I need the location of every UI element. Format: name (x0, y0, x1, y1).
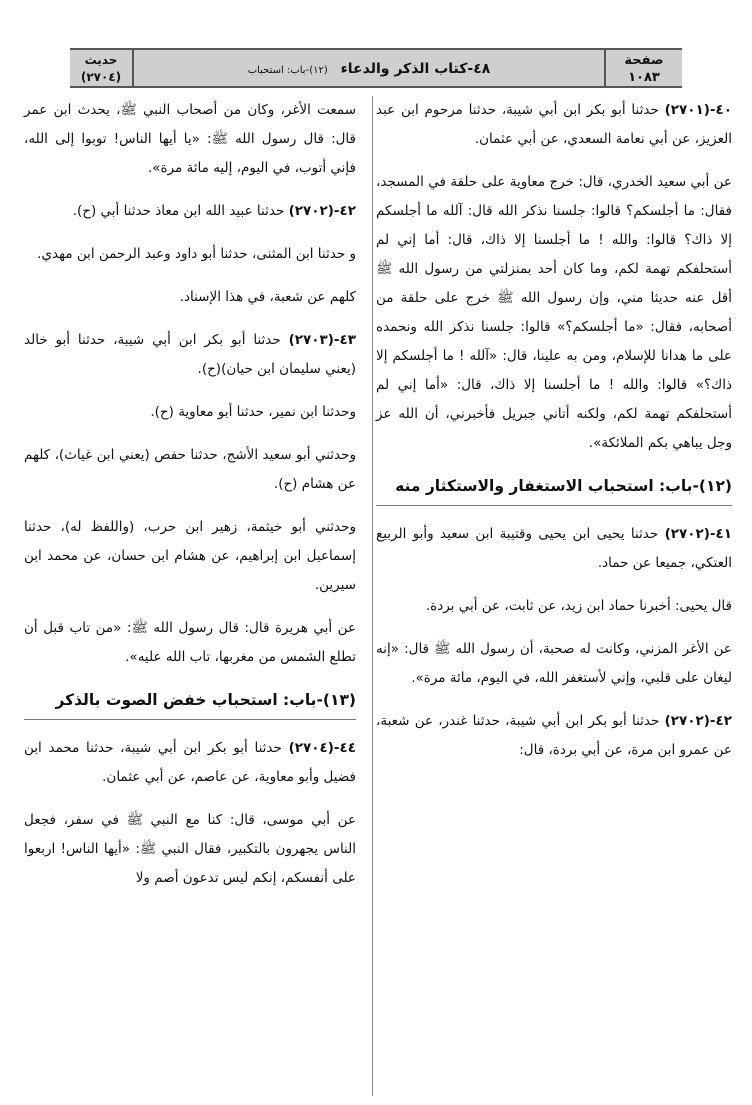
hadith-number: ٤٢-(٢٧٠٢) (664, 713, 732, 729)
hadith-range: (٢٧٠٤) (80, 70, 122, 84)
hadith-2701-matn: عن أبي سعيد الخدري، قال: خرج معاوية على حلقة في المسجد، فقال: ما أجلسكم؟ قالوا: جلسنا نذكر الله قال: آلله ما أجلسكم إلا ذاك؟ قالوا: والله ! ما أجلسنا إلا ذاك، قال: أما إني لم أستحلفكم تهمة لكم، وما كان أحد بمنزلتي من رسول الله ﷺ أقل عنه حديثا مني، وإن رسول الله ﷺ خرج على حلقة من أصحابه، فقال: «ما أجلسكم؟» قالوا: جلسنا نذكر الله ونحمده على ما هدانا للإسلام، ومن به علينا، قال: «آلله ! ما أجلسكم إلا ذاك؟» قالوا: والله ! ما أجلسنا إلا ذاك، قال: «أما إني لم أستحلفكم تهمة لكم، ولكنه أتاني جبريل فأخبرني، أن الله عز وجل يباهي بكم الملائكة». (376, 174, 732, 451)
hadith-2702a-matn: عن الأغر المزني، وكانت له صحبة، أن رسول الله ﷺ قال: «إنه ليغان على قلبي، وإني لأستغفر الله، في اليوم، مائة مرة». (376, 641, 732, 686)
hadith-2702c-isnad (24, 197, 356, 226)
page-number: ١٠٨٣ (628, 70, 660, 85)
left-column (24, 96, 356, 907)
hadith-number: ٤٠-(٢٧٠١) (664, 102, 732, 118)
isnad-text: حدثنا يحيى ابن يحيى وقتيبة ابن سعيد وأبو الربيع العتكي، جميعا عن حماد. (376, 526, 732, 571)
chapter-13-heading: (١٣)-باب: استحباب خفض الصوت بالذكر (24, 686, 356, 720)
hadith-number-box (70, 50, 134, 86)
hadith-2701-isnad (376, 96, 732, 154)
hadith-2702c-note: كلهم عن شعبة، في هذا الإسناد. (179, 289, 356, 305)
page-header (70, 48, 682, 88)
hadith-label: حديث (84, 53, 118, 67)
book-title-box (136, 50, 602, 86)
hadith-number: ٤٢-(٢٧٠٢) (288, 203, 356, 219)
isnad-text: حدثنا عبيد الله ابن معاذ حدثنا أبي (ح). (72, 203, 285, 219)
isnad-text: حدثنا أبو بكر ابن أبي شيبة، حدثنا غندر، عن شعبة، عن عمرو ابن مرة، عن أبي بردة، قال: (376, 713, 732, 758)
hadith-2704-matn: عن أبي موسى، قال: كنا مع النبي ﷺ في سفر، فجعل الناس يجهرون بالتكبير، فقال النبي ﷺ: «أيها الناس! اربعوا على أنفسكم، إنكم ليس تدعون أصم ولا (24, 812, 356, 886)
hadith-2702b-isnad (376, 707, 732, 765)
hadith-2702a-isnad (376, 520, 732, 578)
page-label: صفحة (624, 53, 664, 68)
hadith-2704-isnad (24, 734, 356, 792)
hadith-2703-isnad-4: وحدثني أبو خيثمة، زهير ابن حرب، (واللفظ له)، حدثنا إسماعيل ابن إبراهيم، عن هشام ابن حسان، عن محمد ابن سيرين. (24, 519, 356, 593)
hadith-number: ٤٣-(٢٧٠٣) (288, 332, 356, 348)
isnad-text: حدثنا أبو بكر ابن أبي شيبة، حدثنا محمد ابن فضيل وأبو معاوية، عن عاصم، عن أبي عثمان. (24, 740, 356, 785)
hadith-2702a-isnad-2: قال يحيى: أخبرنا حماد ابن زيد، عن ثابت، عن أبي بردة. (425, 598, 732, 614)
isnad-text: حدثنا أبو بكر ابن أبي شيبة، حدثنا أبو خالد (يعني سليمان ابن حيان)(ح). (24, 332, 356, 377)
right-column (376, 96, 732, 779)
hadith-2703-isnad-2: وحدثنا ابن نمير، حدثنا أبو معاوية (ح). (150, 404, 356, 420)
hadith-2702c-isnad-2: و حدثنا ابن المثنى، حدثنا أبو داود وعبد الرحمن ابن مهدي. (37, 246, 356, 262)
hadith-number: ٤٤-(٢٧٠٤) (288, 740, 356, 756)
hadith-2703-matn: عن أبي هريرة قال: قال رسول الله ﷺ: «من تاب قبل أن تطلع الشمس من مغربها، تاب الله عليه». (24, 620, 356, 665)
chapter-reference: (١٢)-باب: استحباب (247, 65, 328, 76)
page-number-box (604, 50, 682, 86)
hadith-number: ٤١-(٢٧٠٢) (664, 526, 732, 542)
hadith-2703-isnad (24, 326, 356, 384)
chapter-12-heading: (١٢)-باب: استحباب الاستغفار والاستكثار منه (376, 472, 732, 506)
continued-matn: سمعت الأغر، وكان من أصحاب النبي ﷺ، يحدث ابن عمر قال: قال رسول الله ﷺ: «يا أيها الناس! توبوا إلى الله، فإني أتوب، في اليوم، إليه مائة مرة». (24, 102, 356, 176)
column-divider (372, 96, 373, 1096)
hadith-2703-isnad-3: وحدثني أبو سعيد الأشج، حدثنا حفص (يعني ابن غياث)، كلهم عن هشام (ح). (24, 447, 356, 492)
book-title: ٤٨-كتاب الذكر والدعاء (340, 61, 491, 77)
isnad-text: حدثنا أبو بكر ابن أبي شيبة، حدثنا مرحوم ابن عبد العزيز، عن أبي نعامة السعدي، عن أبي عثمان. (376, 102, 732, 147)
